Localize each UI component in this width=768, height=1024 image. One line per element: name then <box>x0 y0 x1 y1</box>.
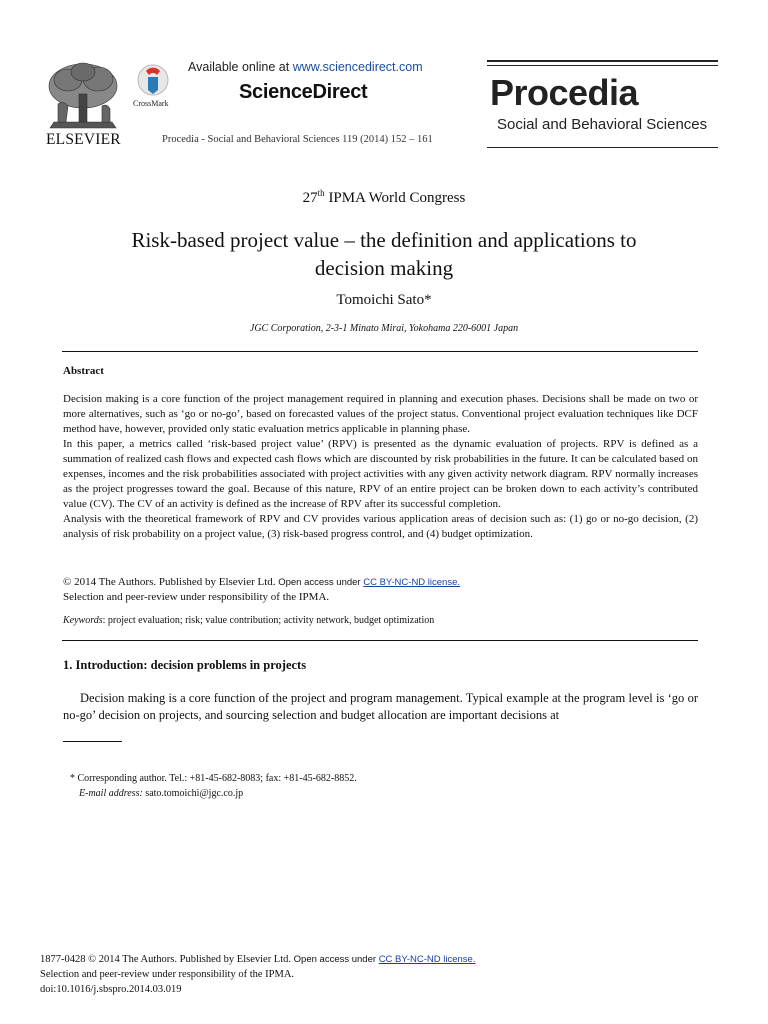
author-affiliation: JGC Corporation, 2-3-1 Minato Mirai, Yokohama 220-6001 Japan <box>249 323 519 334</box>
procedia-masthead <box>487 60 718 148</box>
corresponding-author-footnote: * Corresponding author. Tel.: +81-45-682-8083; fax: +81-45-682-8852. <box>70 773 357 784</box>
keywords-line <box>63 615 434 626</box>
paper-title-line1: Risk-based project value – the definition and applications to <box>131 228 637 252</box>
introduction-text: Decision making is a core function of the project and program management. Typical example at the program level is ‘go or no-go’ decision on projects, and sourcing selection and budget allocation are important decisions at <box>63 691 698 722</box>
congress-line <box>0 188 768 207</box>
availability-line <box>188 60 423 74</box>
footer-open-access: Open access under <box>291 954 379 965</box>
abstract-rule-top <box>62 351 698 352</box>
footer-issn-copyright: 1877-0428 © 2014 The Authors. Published by Elsevier Ltd. <box>40 954 292 965</box>
abstract-paragraph: In this paper, a metrics called ‘risk-based project value’ (RPV) is presented as the dynamic evaluation of projects. RPV is defined as a summation of realized cash flows and expected cash flows which are discounted by risk probabilities in the future. It can be calculated based on expenses, incomes and the risk probabilities associated with project activities with any given activity network diagram. RPV normally increases as the project progresses toward the goal. Because of this nature, RPV of an entire project can be broken down to each activity’s contributed value (CV). The CV of an activity is defined as the increase of RPV after its successful completion. <box>63 438 698 510</box>
masthead-rule-bottom <box>487 147 718 148</box>
procedia-subtitle: Social and Behavioral Sciences <box>497 116 708 133</box>
congress-superscript: th <box>317 188 325 198</box>
abstract-rule-bottom <box>62 640 698 641</box>
journal-reference: Procedia - Social and Behavioral Sciences 119 (2014) 152 – 161 <box>162 134 433 145</box>
author-name: Tomoichi Sato* <box>336 292 432 308</box>
masthead-rule-top <box>487 60 718 62</box>
abstract-paragraph: Analysis with the theoretical framework of RPV and CV provides various application areas of decision such as: (1) go or no-go decision, (2) analysis of risk probability on a project value, (3) risk-based progress control, and (4) budget optimization. <box>63 513 698 540</box>
abstract-paragraph: Decision making is a core function of the project management required in planning and execution phases. Decisions shall be made on two or more alternatives, such as ‘go or no-go’, based on forecasted values of the project status. Conventional project evaluation techniques like DCF method have, however, provided only static evaluation metrics applicable in planning phase. <box>63 393 698 435</box>
congress-number: 27 <box>302 190 318 206</box>
footer-cc-license-link[interactable]: CC BY-NC-ND license. <box>378 954 476 965</box>
paper-title-line2: decision making <box>314 256 454 280</box>
available-prefix: Available online at <box>188 60 293 74</box>
footer-doi[interactable]: doi:10.1016/j.sbspro.2014.03.019 <box>40 984 182 995</box>
keywords-label: Keywords <box>63 615 103 626</box>
copyright-notice <box>63 575 698 604</box>
section-heading: 1. Introduction: decision problems in projects <box>63 658 307 672</box>
footer-peer-review: Selection and peer-review under responsibility of the IPMA. <box>40 969 295 980</box>
email-label: E-mail address: <box>79 788 143 799</box>
email-address[interactable]: sato.tomoichi@jgc.co.jp <box>142 788 244 799</box>
masthead-rule-top-thin <box>487 65 718 66</box>
footnote-rule <box>63 741 122 742</box>
sciencedirect-wordmark: ScienceDirect <box>239 81 368 103</box>
keywords-text: : project evaluation; risk; value contribution; activity network, budget optimization <box>102 615 435 626</box>
email-footnote <box>79 788 243 799</box>
procedia-title: Procedia <box>490 72 639 113</box>
copyright-text: © 2014 The Authors. Published by Elsevier Ltd. <box>63 576 276 588</box>
abstract-heading: Abstract <box>63 365 104 377</box>
elsevier-wordmark: ELSEVIER <box>46 131 121 148</box>
peer-review-text: Selection and peer-review under responsibility of the IPMA. <box>63 591 330 603</box>
crossmark-label: CrossMark <box>133 99 169 108</box>
congress-name: IPMA World Congress <box>324 190 466 206</box>
abstract-body <box>63 392 698 542</box>
footer-copyright <box>40 954 475 965</box>
paper-title <box>60 226 708 282</box>
sciencedirect-url-link[interactable]: www.sciencedirect.com <box>292 60 423 74</box>
cc-license-link[interactable]: CC BY-NC-ND license. <box>363 577 461 588</box>
open-access-text: Open access under <box>275 577 364 588</box>
